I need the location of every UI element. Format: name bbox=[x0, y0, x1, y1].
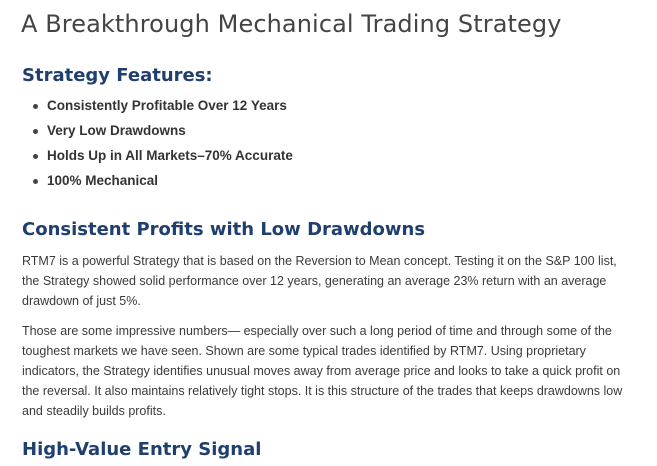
profits-heading: Consistent Profits with Low Drawdowns bbox=[22, 219, 426, 240]
feature-item bbox=[33, 171, 293, 196]
feature-item bbox=[33, 121, 293, 146]
page-title: A Breakthrough Mechanical Trading Strategy bbox=[21, 10, 562, 38]
profits-paragraph-2: Those are some impressive numbers— especially over such a long period of time and through some of the toughest markets we have seen. Shown are some typical trades identified by RTM7. Using proprietary indicators, the Strategy identifies unusual moves away from average price and looks to take a quick profit on the reversal. It also maintains relatively tight stops. It is this structure of the trades that keeps drawdowns low and steadily builds profits. bbox=[22, 324, 623, 418]
feature-item bbox=[33, 146, 293, 171]
entry-signal-heading: High-Value Entry Signal bbox=[22, 439, 262, 460]
profits-paragraph-1: RTM7 is a powerful Strategy that is based on the Reversion to Mean concept. Testing it on the S&P 100 list, the Strategy showed solid performance over 12 years, generating an average 23% return with an average drawdown of just 5%. bbox=[22, 254, 617, 308]
feature-label: Consistently Profitable Over 12 Years bbox=[47, 98, 287, 113]
bullet-icon bbox=[33, 104, 38, 109]
features-list bbox=[33, 96, 293, 196]
bullet-icon bbox=[33, 129, 38, 134]
bullet-icon bbox=[33, 179, 38, 184]
feature-label: 100% Mechanical bbox=[47, 173, 159, 188]
feature-label: Holds Up in All Markets–70% Accurate bbox=[47, 148, 293, 163]
feature-item bbox=[33, 96, 293, 121]
feature-label: Very Low Drawdowns bbox=[47, 123, 186, 138]
features-heading: Strategy Features: bbox=[22, 65, 213, 86]
bullet-icon bbox=[33, 154, 38, 159]
